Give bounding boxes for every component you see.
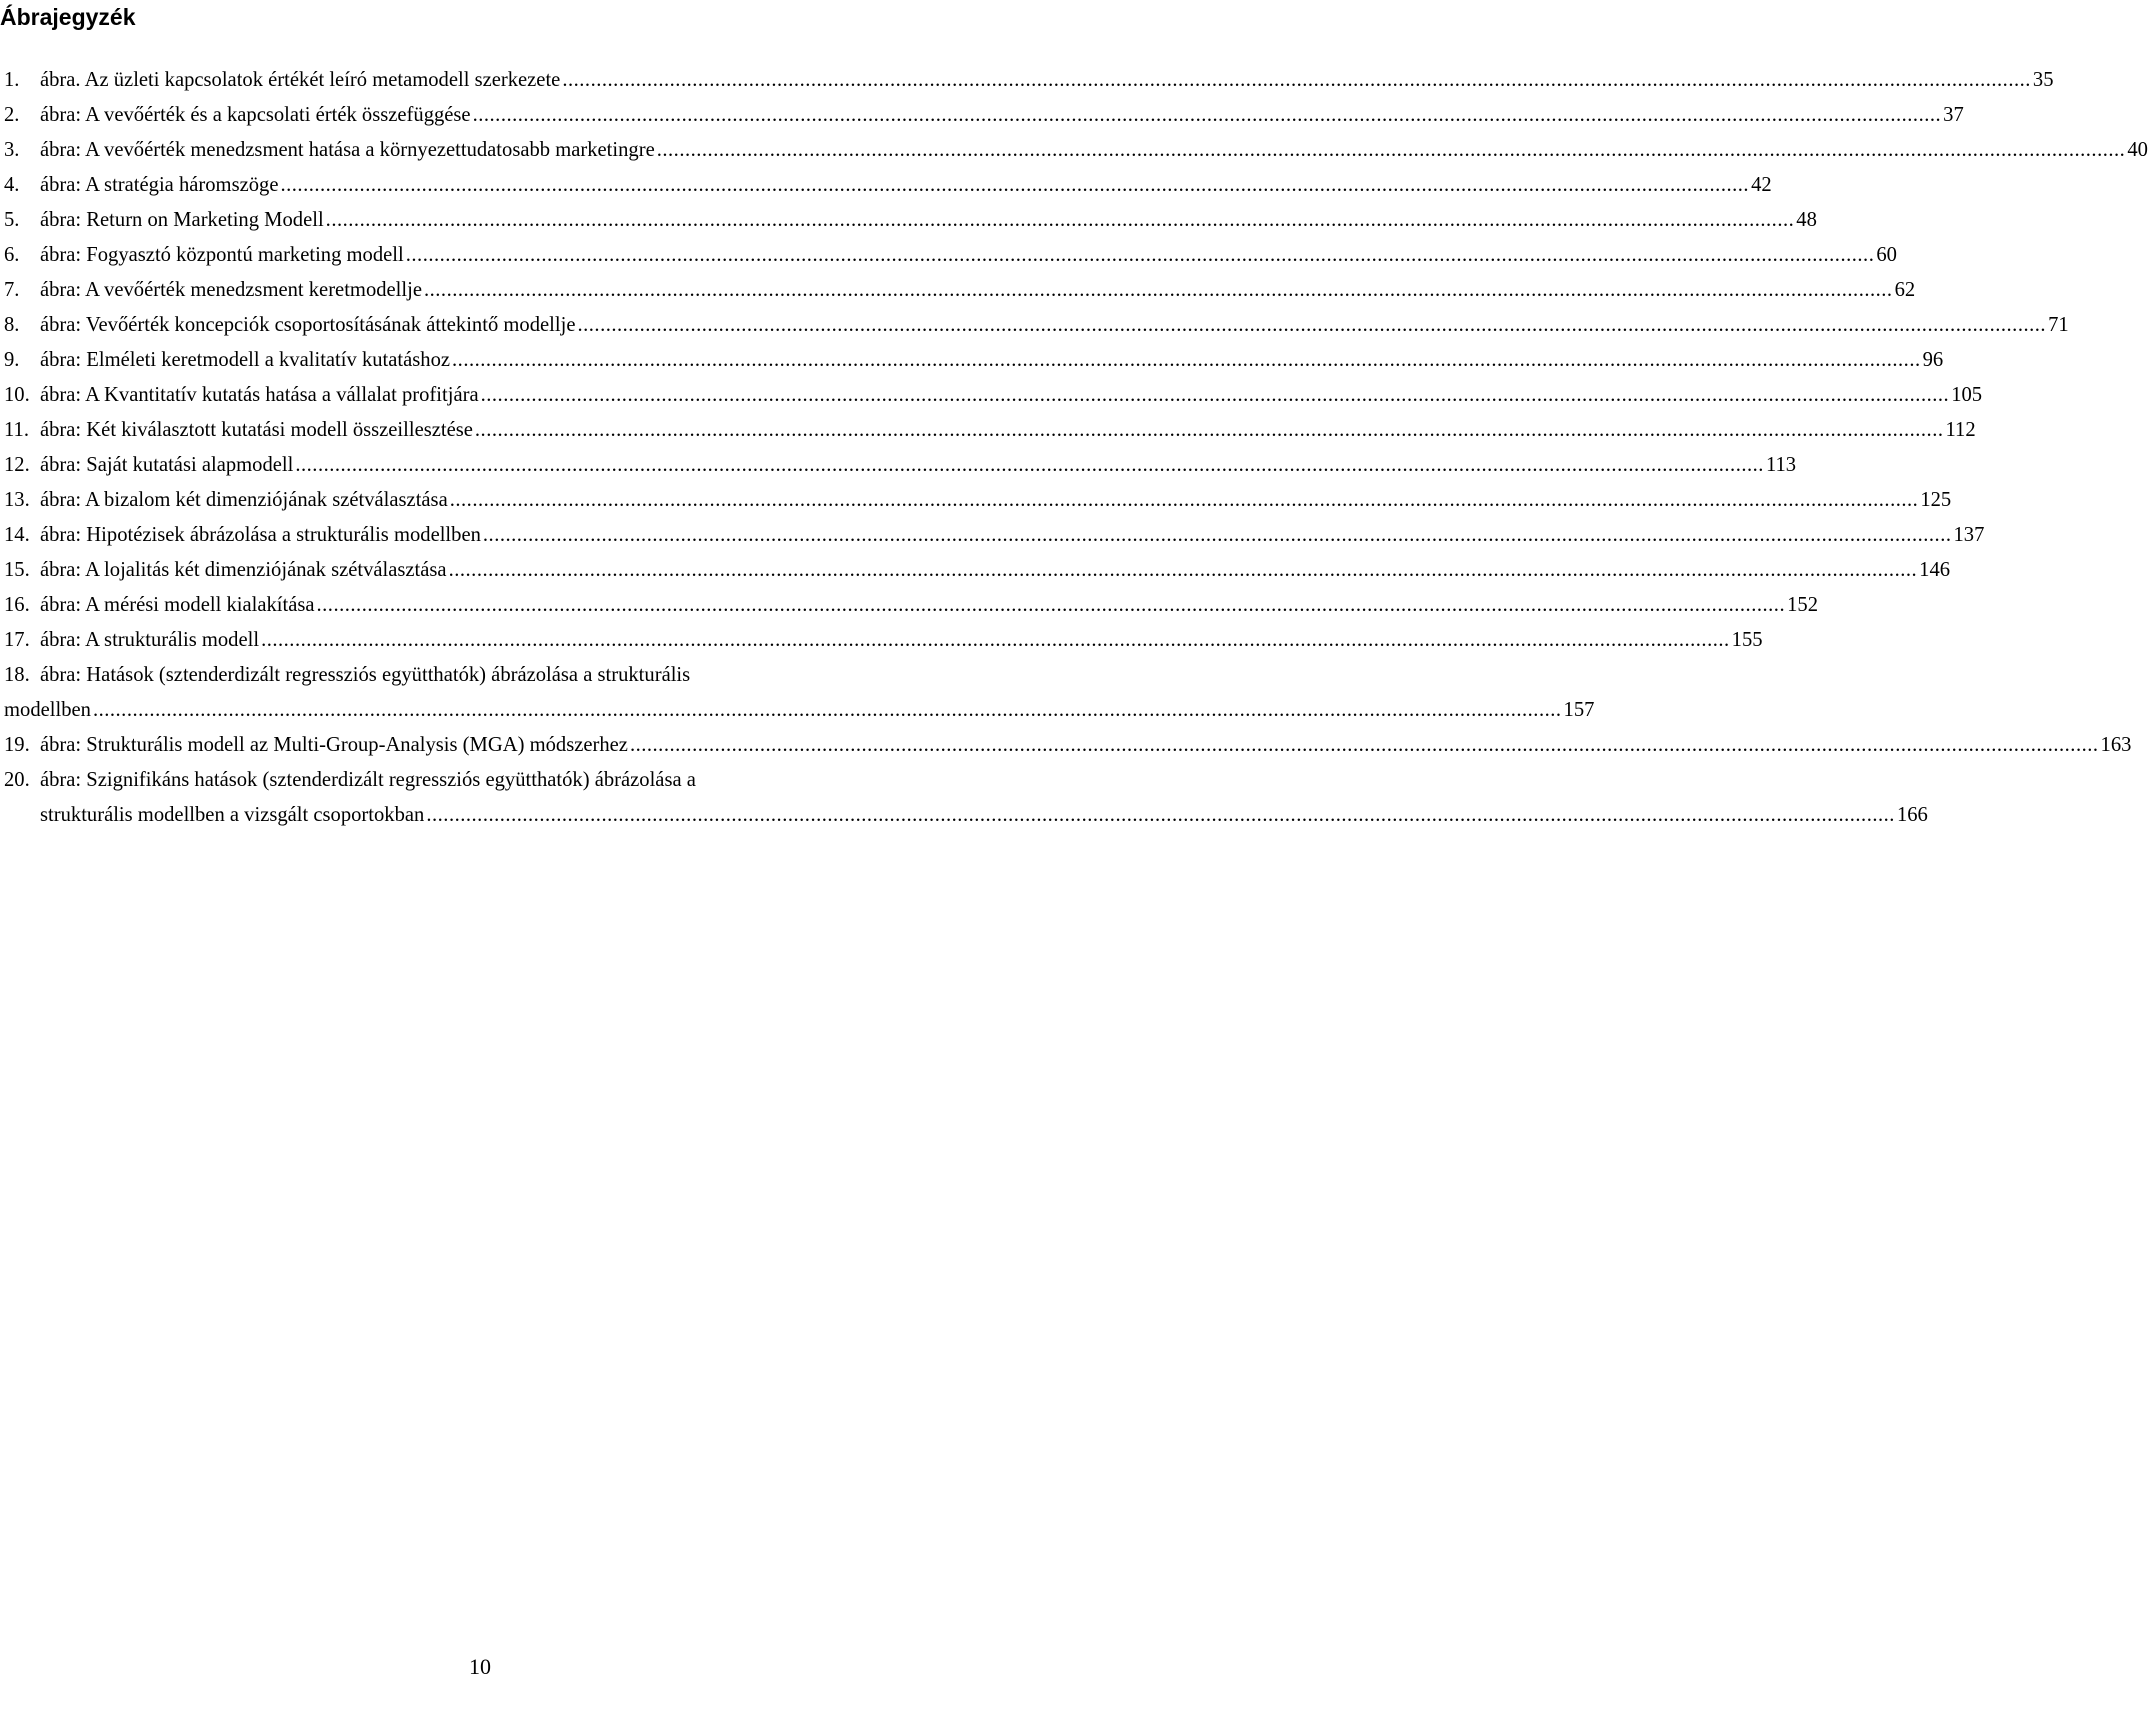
dot-leader: [577, 308, 2046, 343]
entry-number: 7.: [4, 279, 20, 301]
entry-number: 6.: [4, 244, 20, 266]
entry-page: 113: [1765, 454, 1797, 476]
entry-page: 60: [1876, 244, 1897, 266]
entry-page: 35: [2032, 69, 2054, 91]
dot-leader: [449, 553, 1918, 588]
entry-number: 20.: [4, 769, 30, 791]
dot-leader: [280, 168, 1749, 203]
entry-title: ábra: Elméleti keretmodell a kvalitatív kutatáshoz: [40, 349, 451, 371]
entry-title-continued: strukturális modellben a vizsgált csoportokban: [40, 804, 425, 826]
entry-title: ábra. Az üzleti kapcsolatok értékét leíró metamodell szerkezete: [40, 69, 561, 91]
entry-title: ábra: Fogyasztó központú marketing modell: [40, 244, 404, 266]
entry-page: 125: [1920, 489, 1952, 511]
list-item: [4, 728, 2132, 763]
entry-number: 2.: [4, 104, 20, 126]
dot-leader: [295, 448, 1764, 483]
list-item: [4, 483, 1952, 518]
dot-leader: [475, 413, 1944, 448]
list-item: [4, 63, 2054, 98]
list-item: [4, 308, 2069, 343]
entry-number: 8.: [4, 314, 20, 336]
entry-page: 137: [1953, 524, 1985, 546]
dot-leader: [562, 63, 2031, 98]
dot-leader: [630, 728, 2099, 763]
entry-title: ábra: A stratégia háromszöge: [40, 174, 279, 196]
entry-number: 10.: [4, 384, 30, 406]
dot-leader: [657, 133, 2126, 168]
list-item: [4, 658, 1595, 728]
entry-page: 105: [1951, 384, 1983, 406]
entry-number: 3.: [4, 139, 20, 161]
entry-page: 71: [2048, 314, 2069, 336]
entry-title-continued: modellben: [4, 699, 91, 721]
list-item: [4, 413, 1976, 448]
dot-leader: [93, 693, 1562, 728]
list-item: [4, 98, 1964, 133]
entry-number: 4.: [4, 174, 20, 196]
list-item: [4, 588, 1818, 623]
dot-leader: [450, 483, 1919, 518]
entry-number: 18.: [4, 664, 30, 686]
entry-number: 16.: [4, 594, 30, 616]
entry-number: 14.: [4, 524, 30, 546]
dot-leader: [326, 203, 1795, 238]
dot-leader: [406, 238, 1875, 273]
entry-page: 146: [1919, 559, 1951, 581]
list-item: [4, 238, 1897, 273]
entry-number: 19.: [4, 734, 30, 756]
entry-page: 37: [1943, 104, 1964, 126]
entry-page: 166: [1896, 804, 1928, 826]
list-item: [4, 378, 1983, 413]
entry-title: ábra: A mérési modell kialakítása: [40, 594, 315, 616]
list-item: [4, 273, 1916, 308]
page-title: Ábrajegyzék: [0, 4, 136, 30]
entry-title: ábra: A Kvantitatív kutatás hatása a vállalat profitjára: [40, 384, 479, 406]
entry-page: 157: [1563, 699, 1595, 721]
entry-title: ábra: A lojalitás két dimenziójának szétválasztása: [40, 559, 447, 581]
list-item: [4, 203, 1817, 238]
entry-page: 96: [1922, 349, 1944, 371]
entry-number: 11.: [4, 419, 29, 441]
entry-page: 62: [1894, 279, 1916, 301]
dot-leader: [452, 343, 1921, 378]
entry-page: 40: [2127, 139, 2148, 161]
dot-leader: [426, 798, 1895, 833]
entry-number: 17.: [4, 629, 30, 651]
entry-number: 1.: [4, 69, 20, 91]
entry-title: ábra: A vevőérték menedzsment keretmodellje: [40, 279, 422, 301]
entry-number: 9.: [4, 349, 20, 371]
entry-title: ábra: A strukturális modell: [40, 629, 260, 651]
page-number: 10: [469, 1654, 491, 1679]
entry-number: 15.: [4, 559, 30, 581]
entry-title: ábra: A bizalom két dimenziójának szétválasztása: [40, 489, 448, 511]
dot-leader: [473, 98, 1942, 133]
entry-title: ábra: A vevőérték és a kapcsolati érték összefüggése: [40, 104, 471, 126]
entry-title: ábra: Szignifikáns hatások (sztenderdizált regressziós együtthatók) ábrázolása a: [40, 769, 696, 791]
dot-leader: [483, 518, 1952, 553]
list-item: [4, 623, 1763, 658]
entry-page: 152: [1787, 594, 1818, 616]
entry-number: 13.: [4, 489, 30, 511]
entry-title: ábra: Saját kutatási alapmodell: [40, 454, 294, 476]
entry-title: ábra: Hatások (sztenderdizált regressziós együtthatók) ábrázolása a strukturális: [40, 664, 691, 686]
dot-leader: [424, 273, 1893, 308]
list-item: [4, 763, 1928, 833]
entry-page: 155: [1731, 629, 1763, 651]
entry-title: ábra: Return on Marketing Modell: [40, 209, 324, 231]
dot-leader: [317, 588, 1786, 623]
entry-page: 48: [1796, 209, 1817, 231]
entry-title: ábra: Hipotézisek ábrázolása a strukturális modellben: [40, 524, 481, 546]
entry-page: 163: [2100, 734, 2132, 756]
entry-page: 42: [1751, 174, 1772, 196]
entry-number: 5.: [4, 209, 20, 231]
list-item: [4, 553, 1951, 588]
entry-title: ábra: Strukturális modell az Multi-Group-Analysis (MGA) módszerhez: [40, 734, 628, 756]
entry-title: ábra: A vevőérték menedzsment hatása a környezettudatosabb marketingre: [40, 139, 655, 161]
list-item: [4, 133, 2148, 168]
dot-leader: [481, 378, 1950, 413]
list-item: [4, 518, 1985, 553]
entry-number: 12.: [4, 454, 30, 476]
dot-leader: [261, 623, 1730, 658]
list-item: [4, 448, 1797, 483]
list-item: [4, 343, 1944, 378]
entry-title: ábra: Vevőérték koncepciók csoportosításának áttekintő modellje: [40, 314, 576, 336]
figure-list: [4, 63, 2148, 833]
entry-page: 112: [1945, 419, 1976, 441]
list-item: [4, 168, 1772, 203]
entry-title: ábra: Két kiválasztott kutatási modell összeillesztése: [40, 419, 473, 441]
